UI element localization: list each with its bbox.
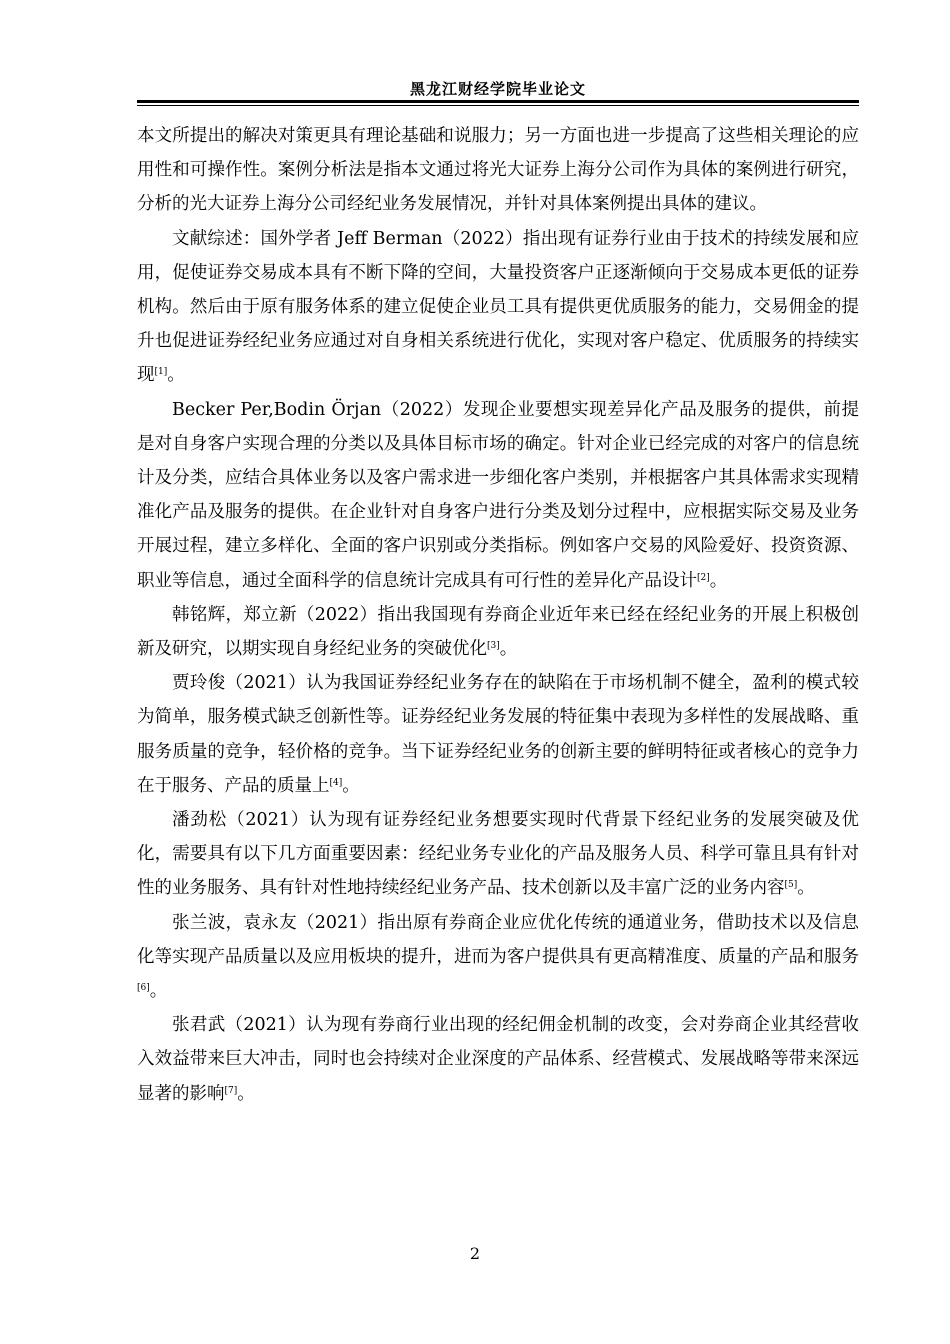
citation-marker: [1]: [154, 367, 168, 378]
paragraph-han: 韩铭辉，郑立新（2022）指出我国现有券商企业近年来已经在经纪业务的开展上积极创新及研究，以期实现自身经纪业务的突破优化[3]。: [137, 604, 859, 660]
header-rule-thick: [137, 100, 859, 103]
paragraph-pan: 潘劲松（2021）认为现有证券经纪业务想要实现时代背景下经纪业务的发展突破及优化，需要具有以下几方面重要因素：经纪业务专业化的产品及服务人员、科学可靠且具有针对性的业务服务、具有针对性地持续经纪业务产品、技术创新以及丰富广泛的业务内容[5]。: [137, 810, 859, 899]
paragraph-jia: 贾玲俊（2021）认为我国证券经纪业务存在的缺陷在于市场机制不健全，盈利的模式较为简单，服务模式缺乏创新性等。证券经纪业务发展的特征集中表现为多样性的发展战略、重服务质量的竞争，轻价格的竞争。当下证券经纪业务的创新主要的鲜明特征或者核心的竞争力在于服务、产品的质量上[4]。: [137, 673, 859, 796]
paragraph-zhang-junwu: 张君武（2021）认为现有券商行业出现的经纪佣金机制的改变，会对券商企业其经营收入效益带来巨大冲击，同时也会持续对企业深度的产品体系、经营模式、发展战略等带来深远显著的影响[7]。: [137, 1015, 859, 1104]
running-header: 黑龙江财经学院毕业论文: [409, 80, 586, 98]
header-rule-thin: [137, 105, 859, 106]
citation-marker: [6]: [137, 983, 150, 994]
citation-marker: [7]: [224, 1085, 238, 1096]
citation-marker: [5]: [784, 880, 798, 891]
paragraph-literature-review: 文献综述：国外学者 Jeff Berman（2022）指出现有证券行业由于技术的持续发展和应用，促使证券交易成本具有不断下降的空间，大量投资客户正逐渐倾向于交易成本更低的证券机构。然后由于原有服务体系的建立促使企业员工具有提供更优质服务的能力，交易佣金的提升也促进证券经纪业务应通过对自身相关系统进行优化，实现对客户稳定、优质服务的持续实现[1]。: [137, 228, 859, 386]
citation-marker: [2]: [697, 572, 710, 583]
paragraph-zhang-lanbo: 张兰波，袁永友（2021）指出原有券商企业应优化传统的通道业务，借助技术以及信息化等实现产品质量以及应用板块的提升，进而为客户提供具有更高精准度、质量的产品和服务[6]。: [137, 912, 859, 1002]
page-number: 2: [469, 1244, 481, 1263]
paragraph-becker: Becker Per,Bodin Örjan（2022）发现企业要想实现差异化产品及服务的提供，前提是对自身客户实现合理的分类以及具体目标市场的确定。针对企业已经完成的对客户的信息统计及分类，应结合具体业务以及客户需求进一步细化客户类别，并根据客户其具体需求实现精准化产品及服务的提供。在企业针对自身客户进行分类及划分过程中，应根据实际交易及业务开展过程，建立多样化、全面的客户识别或分类指标。例如客户交易的风险爱好、投资资源、职业等信息，通过全面科学的信息统计完成具有可行性的差异化产品设计[2]。: [137, 399, 859, 591]
paragraph-continued: 本文所提出的解决对策更具有理论基础和说服力；另一方面也进一步提高了这些相关理论的应用性和可操作性。案例分析法是指本文通过将光大证券上海分公司作为具体的案例进行研究，分析的光大证券上海分公司经纪业务发展情况，并针对具体案例提出具体的建议。: [137, 126, 859, 215]
body-text: [137, 119, 859, 1111]
citation-marker: [3]: [487, 641, 500, 652]
citation-marker: [4]: [329, 777, 343, 788]
